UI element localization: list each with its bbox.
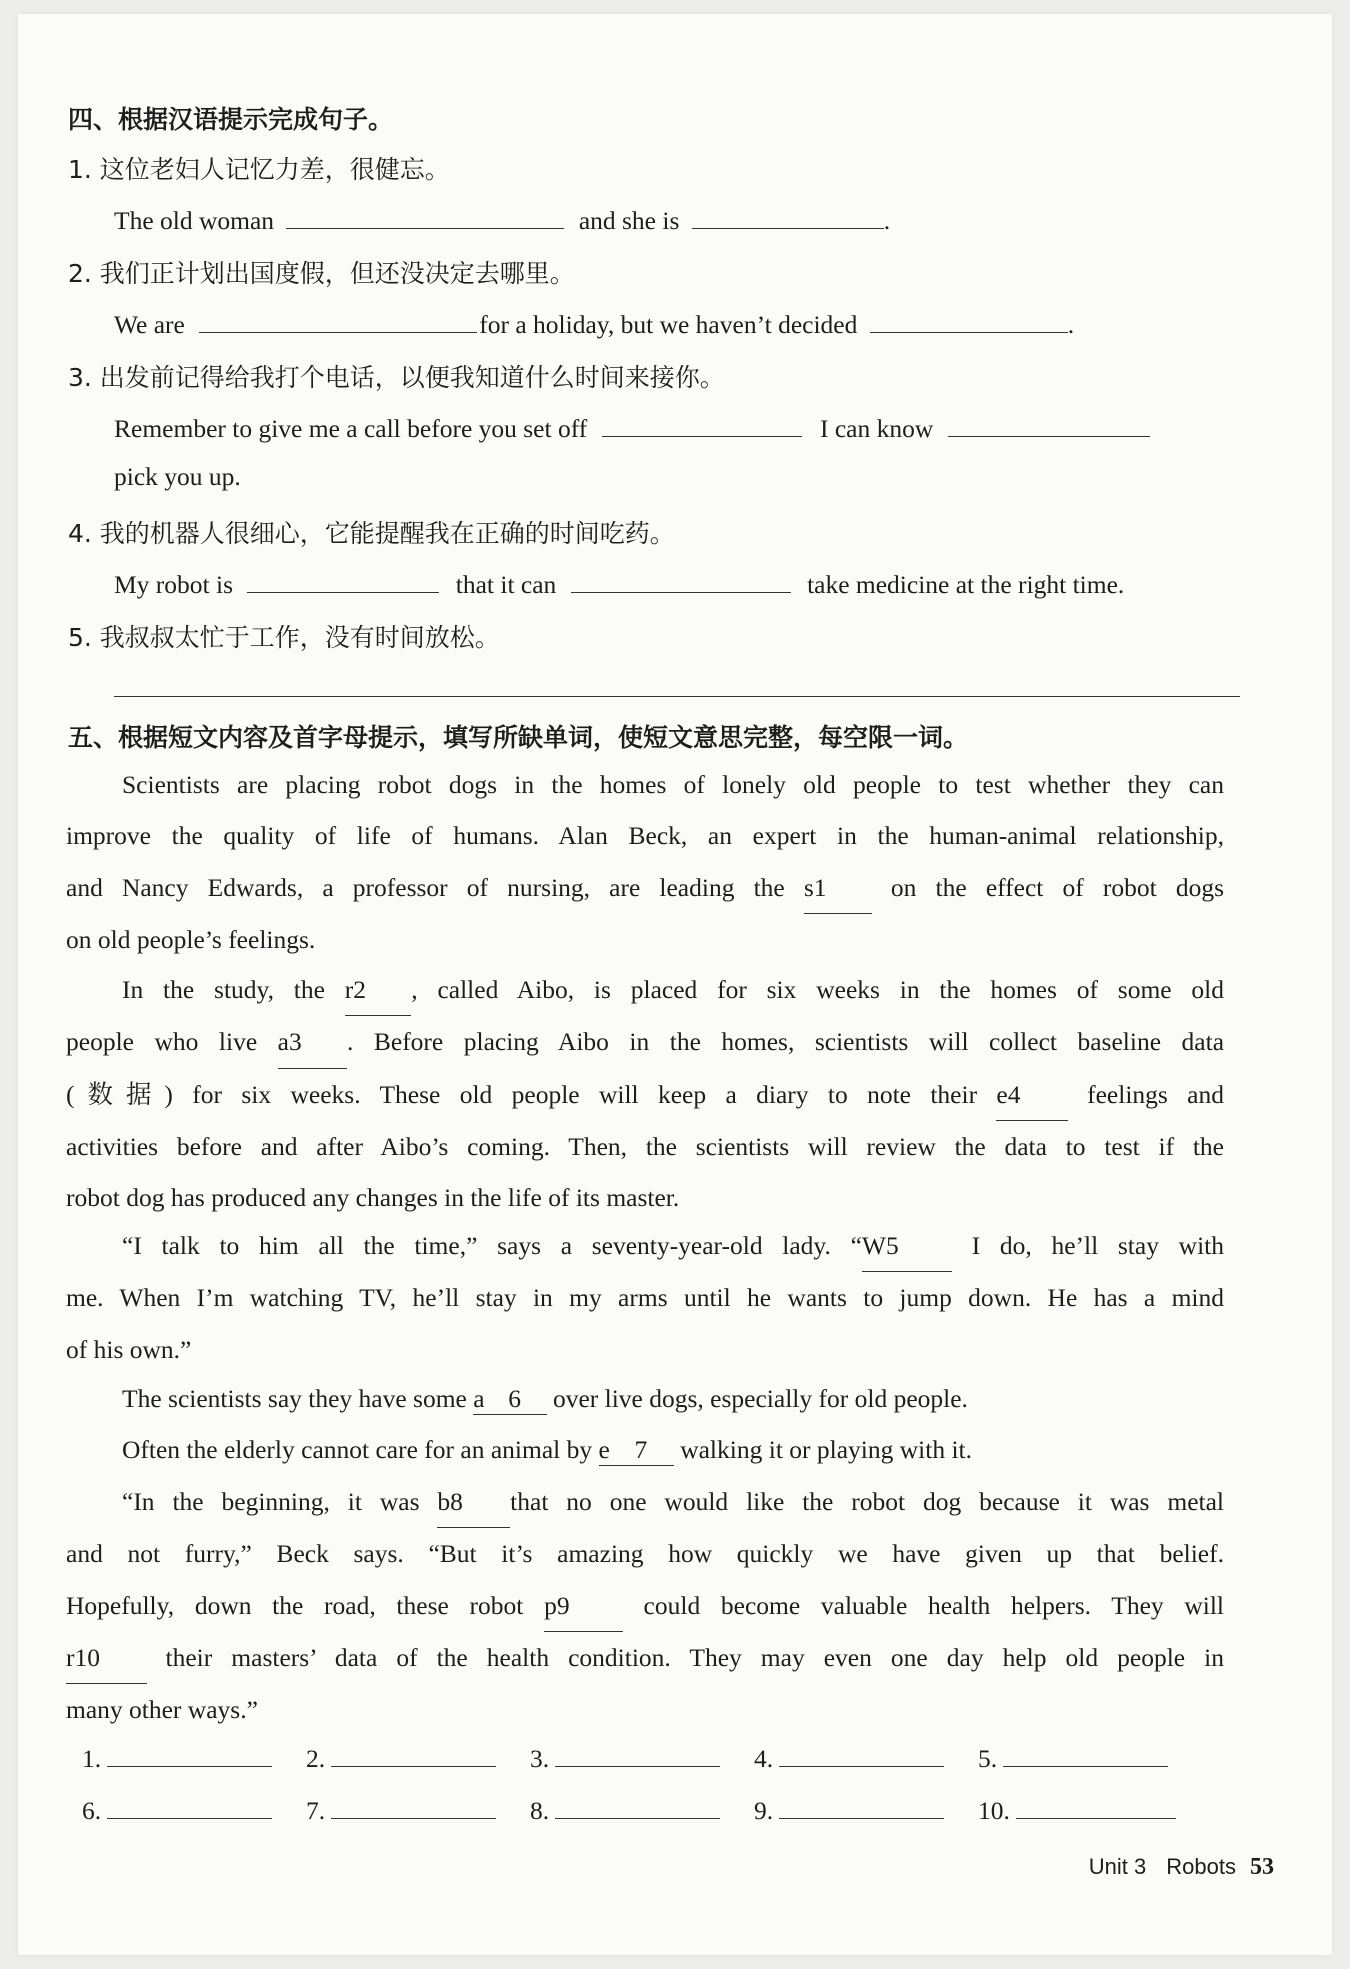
s4-q3-english: Remember to give me a call before you set off I can know (114, 410, 1150, 444)
answer-blank[interactable] (247, 566, 439, 593)
footer-unit: Unit 3 (1088, 1854, 1147, 1879)
page-footer (1089, 1854, 1274, 1881)
answer-blank[interactable] (602, 410, 802, 437)
s4-q1-english: The old woman and she is . (114, 202, 890, 236)
answer-slot-9[interactable]: 9. (754, 1794, 944, 1826)
answer-slot-2[interactable]: 2. (306, 1742, 496, 1774)
cue-blank-2[interactable]: r2 (345, 964, 412, 1016)
section5-title: 五、根据短文内容及首字母提示，填写所缺单词，使短文意思完整，每空限一词。 (68, 723, 969, 752)
s4-q3-chinese: 3. 出发前记得给我打个电话，以便我知道什么时间来接你。 (68, 363, 725, 392)
s4-q5-answer-line[interactable] (114, 696, 1240, 697)
passage-paragraph-6: “In the beginning, it was b8 that no one would like the robot dog because it was metal and not furry,” Beck says. “But it’s amazing how quickly we have given up that belief. Hopefully, down the road, these robot p9 could become valuable health helpers. They will r10 their masters’ data of the health condition. They may even one day help old people in many other ways.” (66, 1476, 1224, 1735)
answer-blank[interactable] (870, 306, 1068, 333)
passage-paragraph-1: Scientists are placing robot dogs in the homes of lonely old people to test whether they can improve the quality of life of humans. Alan Beck, an expert in the human-animal relationship, and Nancy Edwards, a professor of nursing, are leading the s1 on the effect of robot dogs on old people’s feelings. (66, 770, 1224, 954)
answer-slot-1[interactable]: 1. (82, 1742, 272, 1774)
answer-blank[interactable] (286, 202, 564, 229)
cue-blank-5[interactable]: W5 (862, 1220, 952, 1272)
footer-topic: Robots (1166, 1854, 1236, 1879)
answer-slot-5[interactable]: 5. (978, 1742, 1168, 1774)
s4-q5-chinese: 5. 我叔叔太忙于工作，没有时间放松。 (68, 623, 500, 652)
s4-q4-chinese: 4. 我的机器人很细心，它能提醒我在正确的时间吃药。 (68, 519, 675, 548)
answer-blank[interactable] (199, 306, 477, 333)
s4-q2-chinese: 2. 我们正计划出国度假，但还没决定去哪里。 (68, 259, 575, 288)
answer-slot-6[interactable]: 6. (82, 1794, 272, 1826)
passage-paragraph-5: Often the elderly cannot care for an animal by e 7 walking it or playing with it. (122, 1435, 973, 1464)
s4-q2-english: We are for a holiday, but we haven’t decided . (114, 306, 1074, 340)
s4-q4-english: My robot is that it can take medicine at the right time. (114, 566, 1124, 600)
passage-paragraph-4: The scientists say they have some a 6 over live dogs, especially for old people. (122, 1384, 968, 1413)
answer-blank[interactable] (692, 202, 884, 229)
answer-slot-8[interactable]: 8. (530, 1794, 720, 1826)
cue-blank-10[interactable]: r10 (66, 1632, 147, 1684)
cue-blank-6[interactable]: a 6 (473, 1384, 546, 1415)
cue-blank-4[interactable]: e4 (996, 1069, 1067, 1121)
passage-paragraph-3: “I talk to him all the time,” says a seventy-year-old lady. “W5 I do, he’ll stay with me. When I’m watching TV, he’ll stay in my arms until he wants to jump down. He has a mind of his own.” (66, 1220, 1224, 1375)
answer-slot-3[interactable]: 3. (530, 1742, 720, 1774)
passage-paragraph-2: In the study, the r2 , called Aibo, is placed for six weeks in the homes of some old people who live a3 . Before placing Aibo in the homes, scientists will collect baseline data (数据) for six weeks. These old people will keep a diary to note their e4 feelings and activities before and after Aibo’s coming. Then, the scientists will review the data to test if the robot dog has produced any changes in the life of its master. (66, 964, 1224, 1223)
cue-blank-9[interactable]: p9 (544, 1580, 623, 1632)
answer-blank[interactable] (571, 566, 791, 593)
answer-blank[interactable] (948, 410, 1150, 437)
s4-q1-chinese: 1. 这位老妇人记忆力差，很健忘。 (68, 155, 450, 184)
answer-slot-7[interactable]: 7. (306, 1794, 496, 1826)
answer-slot-10[interactable]: 10. (978, 1794, 1176, 1826)
page-number: 53 (1250, 1854, 1274, 1880)
cue-blank-7[interactable]: e 7 (599, 1435, 674, 1466)
cue-blank-8[interactable]: b8 (437, 1476, 510, 1528)
cue-blank-3[interactable]: a3 (278, 1016, 347, 1068)
cue-blank-1[interactable]: s1 (804, 862, 872, 914)
answer-slot-4[interactable]: 4. (754, 1742, 944, 1774)
section4-title: 四、根据汉语提示完成句子。 (68, 105, 394, 134)
s4-q3-english-cont: pick you up. (114, 462, 241, 491)
